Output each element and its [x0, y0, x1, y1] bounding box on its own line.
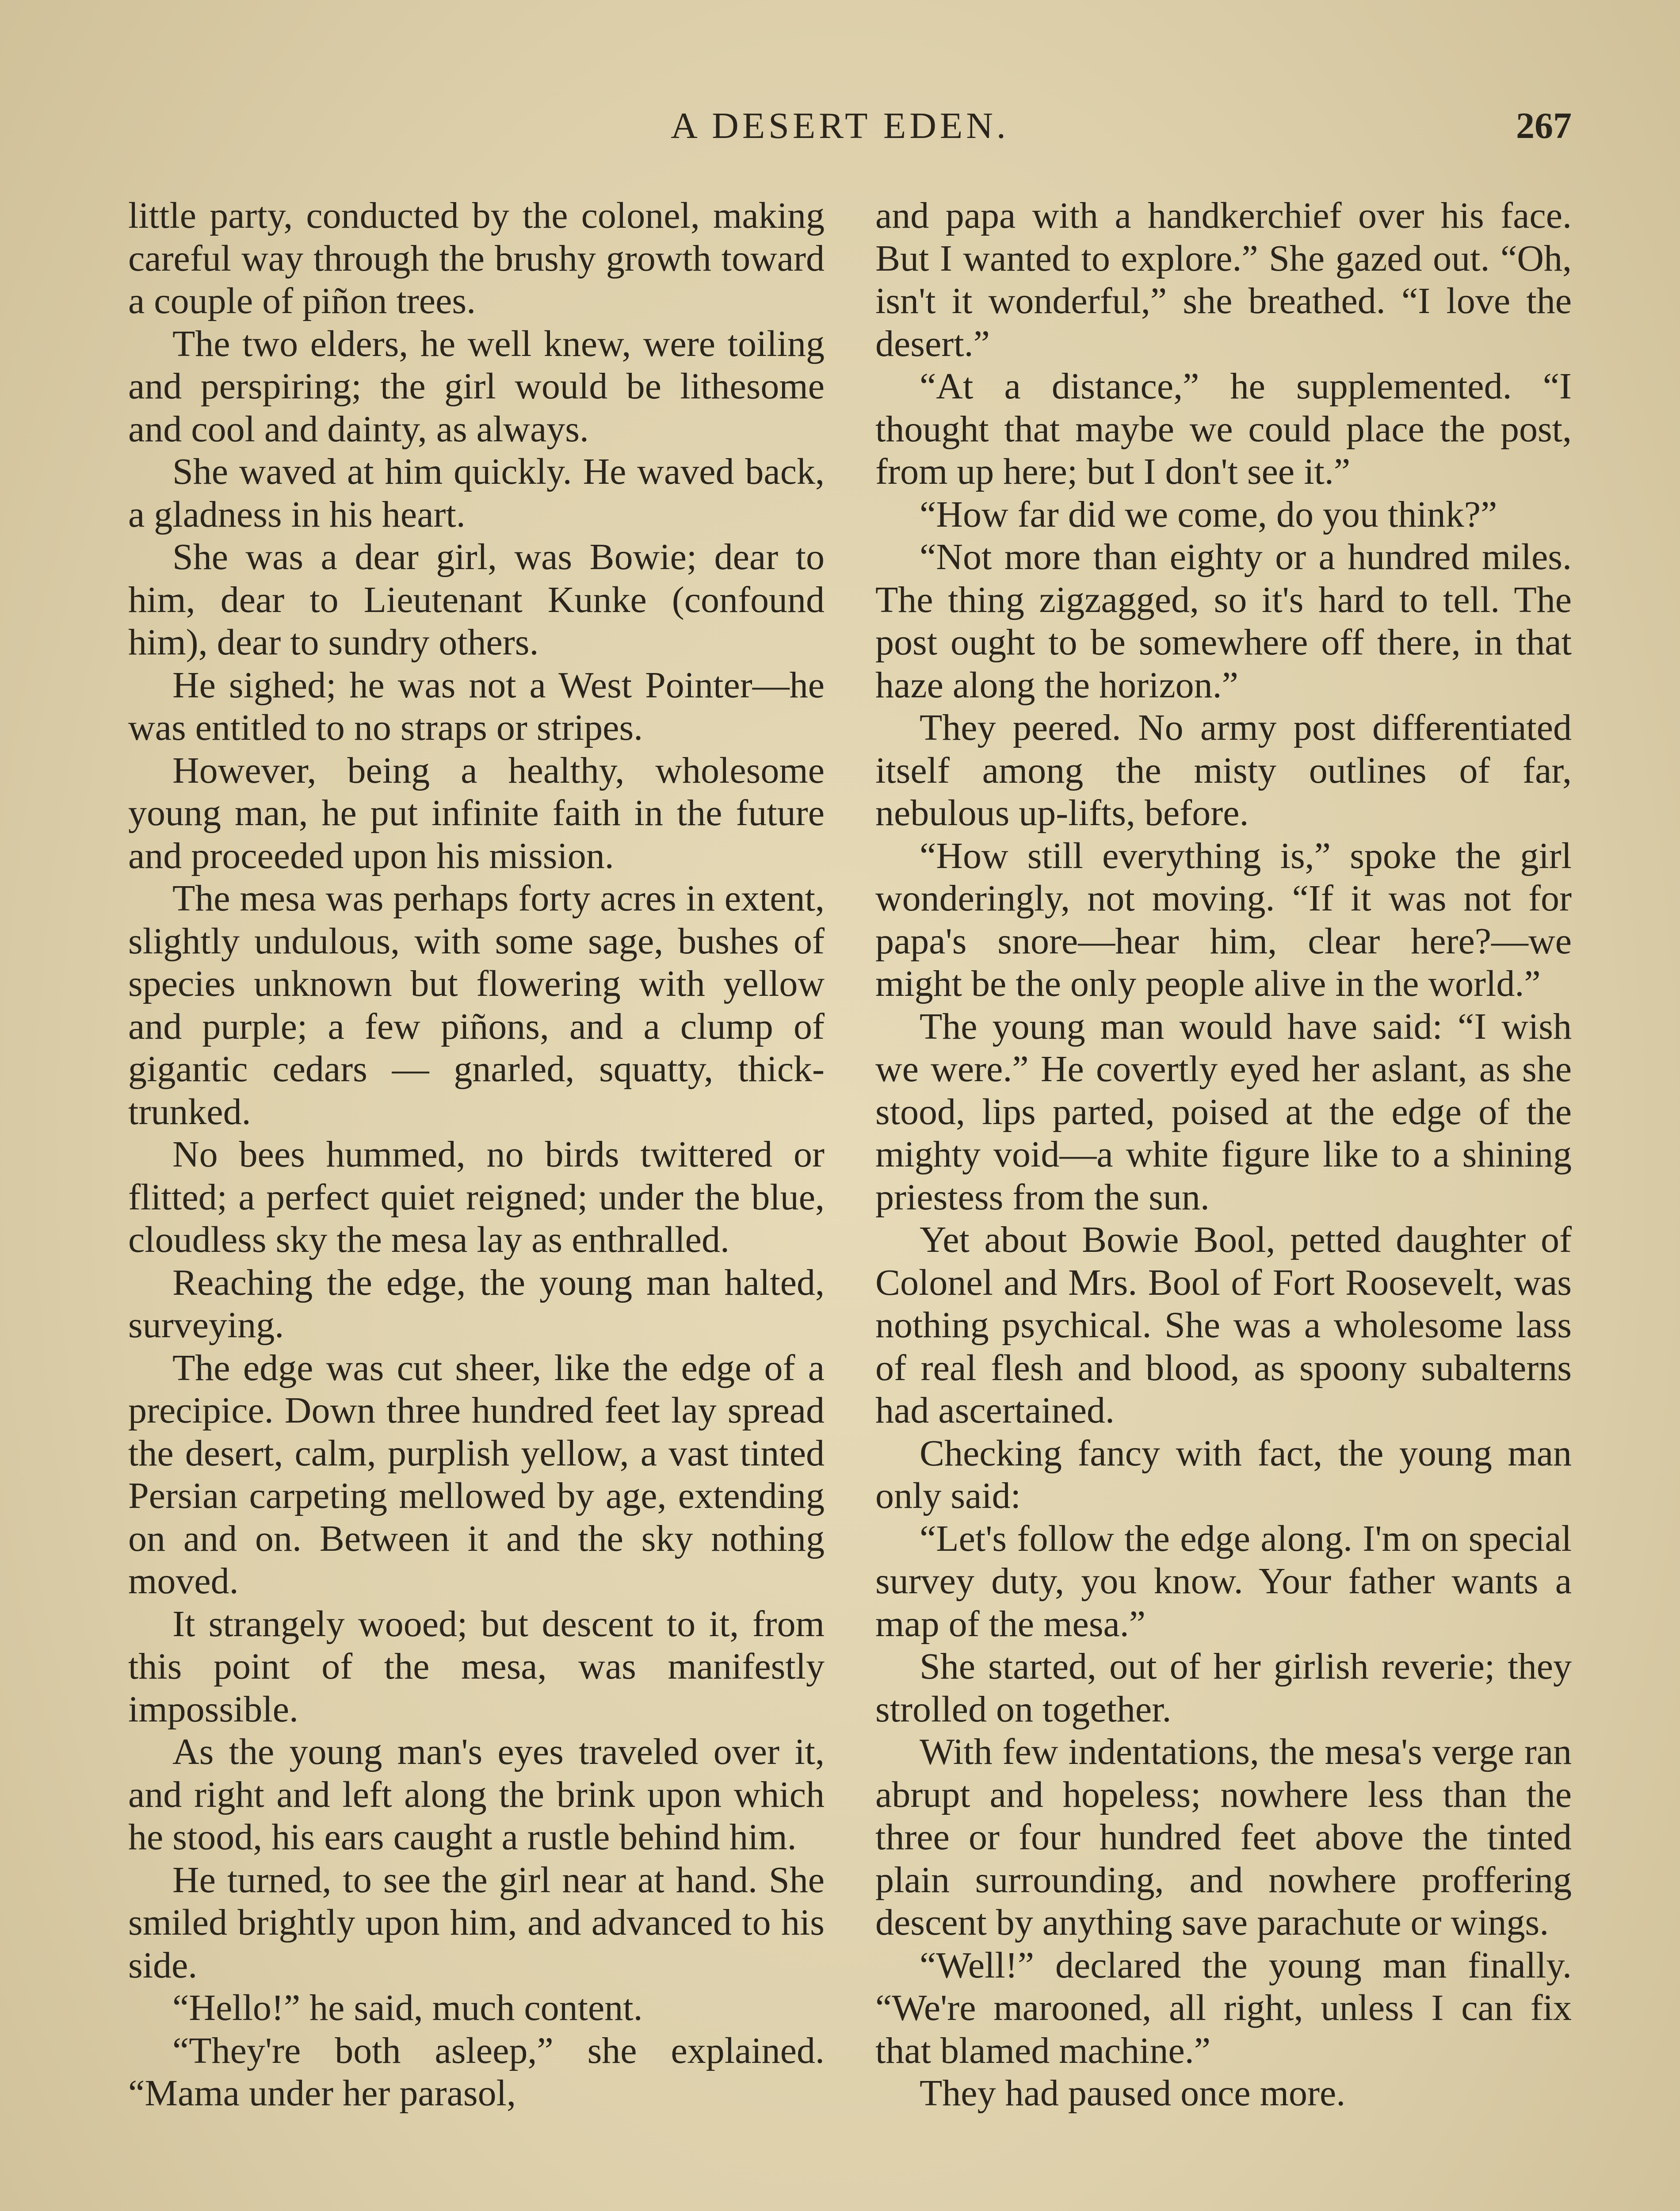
- paragraph: He turned, to see the girl near at hand. She smiled brightly upon him, and advanced to his side.: [128, 1859, 825, 1986]
- paragraph: She was a dear girl, was Bowie; dear to him, dear to Lieutenant Kunke (confound him), dear to sundry others.: [128, 536, 825, 663]
- paragraph: “How still everything is,” spoke the girl wonderingly, not moving. “If it was not for papa's snore—hear him, clear here?—we might be the only people alive in the world.”: [875, 835, 1572, 1004]
- running-title: A DESERT EDEN.: [671, 105, 1009, 146]
- page-header: [0, 99, 1680, 153]
- paragraph: No bees hummed, no birds twittered or flitted; a perfect quiet reigned; under the blue, cloudless sky the mesa lay as enthralled.: [128, 1134, 825, 1260]
- paragraph: She waved at him quickly. He waved back, a gladness in his heart.: [128, 451, 825, 535]
- paragraph: “Let's follow the edge along. I'm on special survey duty, you know. Your father wants a map of the mesa.”: [875, 1518, 1572, 1645]
- paragraph: Reaching the edge, the young man halted, surveying.: [128, 1262, 825, 1346]
- paragraph: Checking fancy with fact, the young man only said:: [875, 1432, 1572, 1516]
- paragraph: “At a distance,” he supplemented. “I thought that maybe we could place the post, from up here; but I don't see it.”: [875, 366, 1572, 492]
- paragraph: The edge was cut sheer, like the edge of a precipice. Down three hundred feet lay spread the desert, calm, purplish yellow, a vast tinted Persian carpeting mellowed by age, extending on and on. Between it and the sky nothing moved.: [128, 1347, 825, 1602]
- paragraph: He sighed; he was not a West Pointer—he was entitled to no straps or stripes.: [128, 664, 825, 748]
- paragraph: However, being a healthy, wholesome young man, he put infinite faith in the future and proceeded upon his mission.: [128, 750, 825, 876]
- paragraph: Yet about Bowie Bool, petted daughter of Colonel and Mrs. Bool of Fort Roosevelt, was nothing psychical. She was a wholesome lass of real flesh and blood, as spoony subalterns had ascertained.: [875, 1219, 1572, 1431]
- paragraph: The young man would have said: “I wish we were.” He covertly eyed her aslant, as she stood, lips parted, poised at the edge of the mighty void—a white figure like to a shining priestess from the sun.: [875, 1006, 1572, 1218]
- paragraph: “Hello!” he said, much content.: [172, 1987, 643, 2028]
- paragraph: She started, out of her girlish reverie; they strolled on together.: [875, 1646, 1572, 1730]
- paragraph: It strangely wooed; but descent to it, from this point of the mesa, was manifestly impossible.: [128, 1603, 825, 1730]
- paragraph: They had paused once more.: [920, 2073, 1346, 2114]
- paragraph: “How far did we come, do you think?”: [920, 493, 1497, 535]
- left-column: [128, 195, 825, 2115]
- paragraph: As the young man's eyes traveled over it, and right and left along the brink upon which he stood, his ears caught a rustle behind him.: [128, 1731, 825, 1858]
- paragraph: They peered. No army post differentiated itself among the misty outlines of far, nebulous up-lifts, before.: [875, 707, 1572, 834]
- paragraph: little party, conducted by the colonel, making careful way through the brushy growth toward a couple of piñon trees.: [128, 195, 825, 321]
- page-number: 267: [1516, 105, 1572, 146]
- paragraph: The mesa was perhaps forty acres in extent, slightly undulous, with some sage, bushes of species unknown but flowering with yellow and purple; a few piñons, and a clump of gigantic cedars — gnarled, squatty, thick-trunked.: [128, 878, 825, 1132]
- paragraph: The two elders, he well knew, were toiling and perspiring; the girl would be lithesome and cool and dainty, as always.: [128, 323, 825, 450]
- paragraph: With few indentations, the mesa's verge ran abrupt and hopeless; nowhere less than the three or four hundred feet above the tinted plain surrounding, and nowhere proffering descent by anything save parachute or wings.: [875, 1731, 1572, 1943]
- paragraph: “They're both asleep,” she explained. “Mama under her parasol,: [128, 2030, 825, 2114]
- paragraph: and papa with a handkerchief over his face. But I wanted to explore.” She gazed out. “Oh, isn't it wonderful,” she breathed. “I love the desert.”: [875, 195, 1572, 364]
- right-column: [875, 195, 1572, 2115]
- paragraph: “Not more than eighty or a hundred miles. The thing zigzagged, so it's hard to tell. The post ought to be somewhere off there, in that haze along the horizon.”: [875, 536, 1572, 706]
- paragraph: “Well!” declared the young man finally. “We're marooned, all right, unless I can fix that blamed machine.”: [875, 1944, 1572, 2071]
